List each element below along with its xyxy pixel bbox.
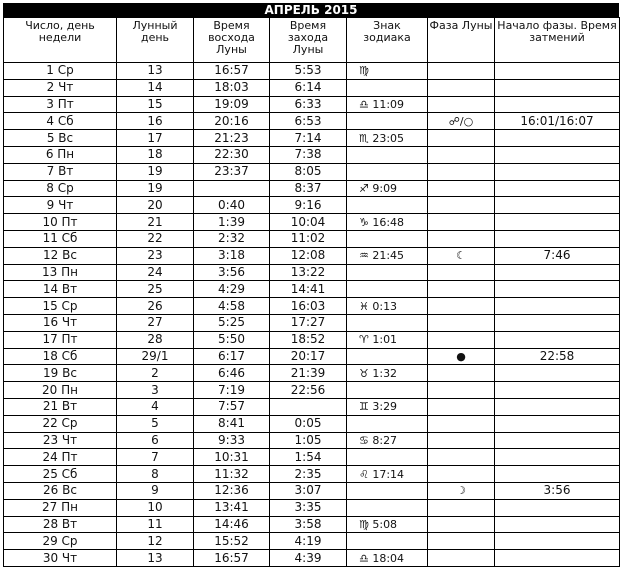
cell-moonrise: 21:23 [194, 130, 270, 147]
cell-lunar-day: 8 [117, 466, 194, 483]
table-body [4, 63, 620, 567]
calendar-title: АПРЕЛЬ 2015 [3, 3, 619, 17]
cell-zodiac [347, 197, 428, 214]
cell-moonset: 7:14 [270, 130, 347, 147]
cell-lunar-day: 13 [117, 63, 194, 80]
cell-phase-time [495, 281, 620, 298]
cell-lunar-day: 28 [117, 331, 194, 348]
header-phase: Фаза Луны [428, 18, 495, 63]
cell-phase-time [495, 516, 620, 533]
table-header-row [4, 18, 620, 63]
cell-moonrise: 0:40 [194, 197, 270, 214]
cell-phase-time [495, 298, 620, 315]
cell-lunar-day: 29/1 [117, 348, 194, 365]
cell-phase [428, 298, 495, 315]
cell-moonset: 9:16 [270, 197, 347, 214]
cell-moonset: 4:19 [270, 533, 347, 550]
cell-lunar-day: 6 [117, 432, 194, 449]
cell-phase [428, 516, 495, 533]
cell-zodiac [347, 230, 428, 247]
cell-moonrise: 7:19 [194, 382, 270, 399]
cell-lunar-day: 20 [117, 197, 194, 214]
cell-moonrise: 14:46 [194, 516, 270, 533]
cell-date: 29 Ср [4, 533, 117, 550]
cell-date: 18 Сб [4, 348, 117, 365]
table-row [4, 398, 620, 415]
cell-phase-time [495, 398, 620, 415]
cell-lunar-day: 3 [117, 382, 194, 399]
cell-date: 8 Ср [4, 180, 117, 197]
table-row [4, 63, 620, 80]
cell-phase [428, 163, 495, 180]
cell-phase [428, 533, 495, 550]
cell-zodiac: ♉ 1:32 [347, 365, 428, 382]
cell-zodiac: ♒ 21:45 [347, 247, 428, 264]
cell-phase [428, 449, 495, 466]
table-row [4, 466, 620, 483]
cell-phase-time [495, 382, 620, 399]
cell-date: 7 Вт [4, 163, 117, 180]
cell-zodiac: ♐ 9:09 [347, 180, 428, 197]
cell-moonrise: 18:03 [194, 79, 270, 96]
cell-moonrise: 6:46 [194, 365, 270, 382]
table-row [4, 113, 620, 130]
cell-moonset: 20:17 [270, 348, 347, 365]
cell-date: 25 Сб [4, 466, 117, 483]
header-date: Число, день недели [4, 18, 117, 63]
cell-phase [428, 63, 495, 80]
table-row [4, 550, 620, 567]
cell-phase-time [495, 197, 620, 214]
cell-phase-time [495, 96, 620, 113]
cell-lunar-day: 16 [117, 113, 194, 130]
cell-lunar-day: 7 [117, 449, 194, 466]
cell-lunar-day: 22 [117, 230, 194, 247]
cell-lunar-day: 27 [117, 314, 194, 331]
cell-moonrise: 5:25 [194, 314, 270, 331]
table-row [4, 79, 620, 96]
cell-date: 12 Вс [4, 247, 117, 264]
cell-lunar-day: 23 [117, 247, 194, 264]
cell-moonrise [194, 180, 270, 197]
cell-phase-time [495, 466, 620, 483]
cell-phase [428, 130, 495, 147]
cell-moonset: 3:07 [270, 482, 347, 499]
cell-zodiac [347, 382, 428, 399]
cell-moonset: 4:39 [270, 550, 347, 567]
cell-zodiac: ♌ 17:14 [347, 466, 428, 483]
cell-phase: ● [428, 348, 495, 365]
cell-date: 3 Пт [4, 96, 117, 113]
cell-zodiac [347, 281, 428, 298]
cell-lunar-day: 2 [117, 365, 194, 382]
header-zodiac: Знак зодиака [347, 18, 428, 63]
cell-phase [428, 466, 495, 483]
cell-moonset: 0:05 [270, 415, 347, 432]
cell-phase-time [495, 63, 620, 80]
table-row [4, 247, 620, 264]
cell-zodiac [347, 163, 428, 180]
cell-lunar-day: 15 [117, 96, 194, 113]
lunar-calendar [3, 3, 619, 567]
table-row [4, 314, 620, 331]
cell-lunar-day: 19 [117, 180, 194, 197]
cell-zodiac [347, 499, 428, 516]
cell-phase-time [495, 146, 620, 163]
cell-phase [428, 264, 495, 281]
cell-date: 28 Вт [4, 516, 117, 533]
cell-moonset: 14:41 [270, 281, 347, 298]
cell-lunar-day: 13 [117, 550, 194, 567]
cell-phase [428, 230, 495, 247]
cell-lunar-day: 11 [117, 516, 194, 533]
cell-phase-time: 7:46 [495, 247, 620, 264]
cell-moonset: 11:02 [270, 230, 347, 247]
table-row [4, 432, 620, 449]
cell-moonset: 6:33 [270, 96, 347, 113]
table-row [4, 281, 620, 298]
cell-lunar-day: 12 [117, 533, 194, 550]
cell-moonrise: 5:50 [194, 331, 270, 348]
cell-phase-time [495, 550, 620, 567]
cell-moonset: 22:56 [270, 382, 347, 399]
cell-zodiac [347, 348, 428, 365]
cell-zodiac [347, 482, 428, 499]
table-row [4, 449, 620, 466]
cell-phase-time [495, 415, 620, 432]
cell-phase-time [495, 264, 620, 281]
cell-moonset [270, 398, 347, 415]
cell-phase [428, 550, 495, 567]
header-phase-time: Начало фазы. Время затмений [495, 18, 620, 63]
cell-phase-time [495, 163, 620, 180]
cell-phase-time [495, 331, 620, 348]
cell-moonset: 6:14 [270, 79, 347, 96]
cell-phase-time [495, 499, 620, 516]
cell-date: 14 Вт [4, 281, 117, 298]
cell-zodiac [347, 314, 428, 331]
cell-moonrise: 13:41 [194, 499, 270, 516]
cell-phase-time [495, 130, 620, 147]
cell-zodiac [347, 113, 428, 130]
cell-moonset: 7:38 [270, 146, 347, 163]
cell-zodiac: ♍ [347, 63, 428, 80]
cell-phase-time: 22:58 [495, 348, 620, 365]
cell-moonrise: 16:57 [194, 63, 270, 80]
cell-lunar-day: 10 [117, 499, 194, 516]
cell-phase-time [495, 449, 620, 466]
cell-date: 27 Пн [4, 499, 117, 516]
cell-moonset: 21:39 [270, 365, 347, 382]
cell-moonset: 18:52 [270, 331, 347, 348]
cell-phase [428, 79, 495, 96]
header-lunar-day: Лунный день [117, 18, 194, 63]
cell-phase-time [495, 365, 620, 382]
cell-moonrise: 16:57 [194, 550, 270, 567]
cell-phase [428, 197, 495, 214]
cell-moonset: 1:05 [270, 432, 347, 449]
table-row [4, 499, 620, 516]
table-row [4, 382, 620, 399]
header-moonset: Время захода Луны [270, 18, 347, 63]
cell-moonrise: 10:31 [194, 449, 270, 466]
cell-moonrise: 19:09 [194, 96, 270, 113]
cell-zodiac [347, 264, 428, 281]
cell-zodiac: ♈ 1:01 [347, 331, 428, 348]
cell-phase-time [495, 230, 620, 247]
cell-date: 15 Ср [4, 298, 117, 315]
table-row [4, 230, 620, 247]
cell-phase [428, 398, 495, 415]
table-row [4, 365, 620, 382]
cell-moonrise: 15:52 [194, 533, 270, 550]
cell-zodiac [347, 79, 428, 96]
table-row [4, 348, 620, 365]
cell-moonrise: 20:16 [194, 113, 270, 130]
cell-phase [428, 180, 495, 197]
table-row [4, 298, 620, 315]
cell-moonrise: 4:29 [194, 281, 270, 298]
cell-phase [428, 214, 495, 231]
cell-lunar-day: 4 [117, 398, 194, 415]
cell-phase-time [495, 533, 620, 550]
cell-date: 13 Пн [4, 264, 117, 281]
cell-phase [428, 382, 495, 399]
cell-phase: ☍/○ [428, 113, 495, 130]
cell-lunar-day: 9 [117, 482, 194, 499]
cell-lunar-day: 5 [117, 415, 194, 432]
cell-lunar-day: 26 [117, 298, 194, 315]
table-row [4, 533, 620, 550]
cell-zodiac: ♎ 11:09 [347, 96, 428, 113]
cell-moonset: 12:08 [270, 247, 347, 264]
cell-moonrise: 3:56 [194, 264, 270, 281]
table-row [4, 415, 620, 432]
cell-phase [428, 281, 495, 298]
cell-date: 17 Пт [4, 331, 117, 348]
cell-moonrise: 7:57 [194, 398, 270, 415]
cell-moonrise: 22:30 [194, 146, 270, 163]
cell-zodiac [347, 449, 428, 466]
cell-lunar-day: 25 [117, 281, 194, 298]
cell-lunar-day: 18 [117, 146, 194, 163]
cell-date: 21 Вт [4, 398, 117, 415]
table-row [4, 163, 620, 180]
cell-date: 10 Пт [4, 214, 117, 231]
cell-phase-time: 3:56 [495, 482, 620, 499]
cell-date: 9 Чт [4, 197, 117, 214]
cell-moonrise: 23:37 [194, 163, 270, 180]
cell-zodiac: ♋ 8:27 [347, 432, 428, 449]
cell-lunar-day: 14 [117, 79, 194, 96]
cell-lunar-day: 17 [117, 130, 194, 147]
cell-zodiac [347, 146, 428, 163]
cell-lunar-day: 19 [117, 163, 194, 180]
cell-phase [428, 415, 495, 432]
cell-phase-time: 16:01/16:07 [495, 113, 620, 130]
cell-phase [428, 331, 495, 348]
cell-phase: ☽ [428, 482, 495, 499]
cell-phase-time [495, 79, 620, 96]
cell-phase-time [495, 432, 620, 449]
cell-moonset: 6:53 [270, 113, 347, 130]
cell-date: 19 Вс [4, 365, 117, 382]
cell-moonrise: 1:39 [194, 214, 270, 231]
cell-date: 5 Вс [4, 130, 117, 147]
table-row [4, 180, 620, 197]
cell-date: 6 Пн [4, 146, 117, 163]
table-row [4, 197, 620, 214]
cell-phase-time [495, 214, 620, 231]
cell-date: 1 Ср [4, 63, 117, 80]
cell-zodiac: ♏ 23:05 [347, 130, 428, 147]
cell-date: 23 Чт [4, 432, 117, 449]
cell-moonset: 1:54 [270, 449, 347, 466]
cell-date: 11 Сб [4, 230, 117, 247]
cell-date: 4 Сб [4, 113, 117, 130]
cell-date: 26 Вс [4, 482, 117, 499]
table-row [4, 516, 620, 533]
cell-phase-time [495, 314, 620, 331]
cell-moonrise: 11:32 [194, 466, 270, 483]
cell-phase [428, 96, 495, 113]
cell-zodiac: ♓ 0:13 [347, 298, 428, 315]
cell-moonrise: 12:36 [194, 482, 270, 499]
cell-moonset: 3:35 [270, 499, 347, 516]
cell-phase [428, 146, 495, 163]
cell-phase [428, 314, 495, 331]
cell-zodiac: ♑ 16:48 [347, 214, 428, 231]
table-row [4, 146, 620, 163]
table-row [4, 482, 620, 499]
cell-moonset: 8:05 [270, 163, 347, 180]
cell-moonset: 16:03 [270, 298, 347, 315]
cell-moonset: 17:27 [270, 314, 347, 331]
table-row [4, 130, 620, 147]
table-row [4, 214, 620, 231]
table-row [4, 331, 620, 348]
cell-moonrise: 3:18 [194, 247, 270, 264]
cell-moonset: 5:53 [270, 63, 347, 80]
cell-moonrise: 9:33 [194, 432, 270, 449]
cell-date: 24 Пт [4, 449, 117, 466]
cell-zodiac [347, 533, 428, 550]
cell-moonset: 10:04 [270, 214, 347, 231]
cell-moonrise: 8:41 [194, 415, 270, 432]
cell-date: 20 Пн [4, 382, 117, 399]
cell-phase: ☾ [428, 247, 495, 264]
cell-moonrise: 6:17 [194, 348, 270, 365]
cell-zodiac: ♎ 18:04 [347, 550, 428, 567]
cell-phase-time [495, 180, 620, 197]
cell-moonset: 8:37 [270, 180, 347, 197]
cell-zodiac: ♊ 3:29 [347, 398, 428, 415]
cell-date: 2 Чт [4, 79, 117, 96]
cell-lunar-day: 21 [117, 214, 194, 231]
table-row [4, 96, 620, 113]
cell-date: 30 Чт [4, 550, 117, 567]
cell-moonrise: 4:58 [194, 298, 270, 315]
cell-moonset: 13:22 [270, 264, 347, 281]
cell-lunar-day: 24 [117, 264, 194, 281]
cell-phase [428, 365, 495, 382]
cell-phase [428, 499, 495, 516]
cell-zodiac: ♍ 5:08 [347, 516, 428, 533]
header-moonrise: Время восхода Луны [194, 18, 270, 63]
cell-moonset: 2:35 [270, 466, 347, 483]
cell-moonrise: 2:32 [194, 230, 270, 247]
cell-moonset: 3:58 [270, 516, 347, 533]
cell-phase [428, 432, 495, 449]
cell-zodiac [347, 415, 428, 432]
cell-date: 16 Чт [4, 314, 117, 331]
table-row [4, 264, 620, 281]
cell-date: 22 Ср [4, 415, 117, 432]
lunar-table [3, 17, 620, 567]
